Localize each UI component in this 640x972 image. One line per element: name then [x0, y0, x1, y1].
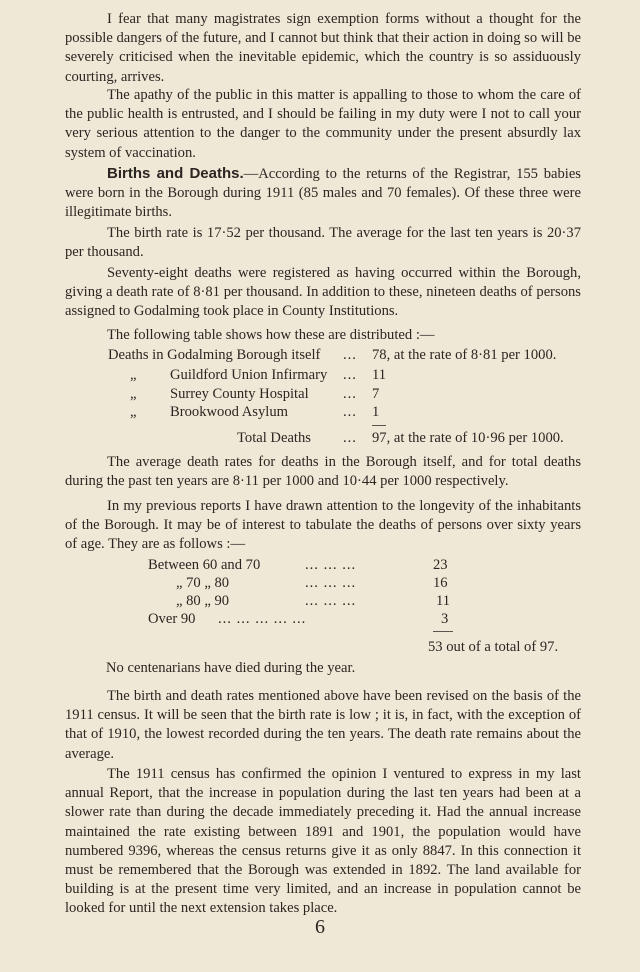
- paragraph-census-revision: The birth and death rates mentioned above have been revised on the basis of the 1911 census. It will be seen that the birth rate is low ; it is, in fact, with the exception of that of 1910, the lowest recorded during the ten years. The death rate remains about the average.: [65, 688, 581, 762]
- paragraph-deaths: Seventy-eight deaths were registered as having occurred within the Borough, giving a death rate of 8·81 per thousand. In addition to these, nineteen deaths of persons assigned to Godalming took place in County Institutions.: [65, 265, 581, 320]
- age-row-dots: ... ... ...: [305, 593, 357, 609]
- deaths-row-value: 11: [372, 367, 387, 383]
- deaths-row-dots: ...: [343, 367, 357, 383]
- deaths-row-dots: ...: [343, 347, 357, 363]
- deaths-row-value: 78, at the rate of 8·81 per 1000.: [372, 347, 557, 363]
- total-deaths-value: 97, at the rate of 10·96 per 1000.: [372, 430, 564, 446]
- age-row-label: Between 60 and 70: [148, 557, 261, 573]
- deaths-row-label: Surrey County Hospital: [170, 386, 309, 402]
- paragraph-table-intro: The following table shows how these are distributed :—: [107, 327, 435, 343]
- ditto-mark: „: [130, 386, 137, 402]
- sum-rule: [433, 631, 453, 632]
- paragraph-longevity: In my previous reports I have drawn attention to the longevity of the inhabitants of the Borough. It may be of interest to tabulate the deaths of persons over sixty years of age. They are as follows :—: [65, 498, 581, 553]
- deaths-row-label: Guildford Union Infirmary: [170, 367, 328, 383]
- paragraph-births: [65, 164, 581, 223]
- births-deaths-heading: Births and Deaths.: [107, 165, 244, 182]
- page-number: 6: [315, 916, 325, 938]
- deaths-row-label: Deaths in Godalming Borough itself: [108, 347, 321, 363]
- age-row-value: 16: [433, 575, 448, 591]
- births-text: —According to the returns of the Registrar, 155 babies were born in the Borough during 1911 (85 males and 70 females). Of these three were illegitimate births.: [65, 166, 581, 221]
- deaths-row-dots: ...: [343, 386, 357, 402]
- age-row-dots: ... ... ... ... ...: [218, 611, 307, 627]
- deaths-row-value: 7: [372, 386, 380, 402]
- ditto-mark: „: [130, 404, 137, 420]
- age-row-dots: ... ... ...: [305, 557, 357, 573]
- age-row-label: „ 80 „ 90: [176, 593, 230, 609]
- paragraph-exemption-forms: I fear that many magistrates sign exemption forms without a thought for the possible dangers of the future, and I cannot but think that their action in doing so will be severely criticised when the inevitable epidemic, which the country is so assiduously courting, arrives.: [65, 11, 581, 85]
- paragraph-birth-rate: The birth rate is 17·52 per thousand. The average for the last ten years is 20·37 per thousand.: [65, 225, 581, 261]
- age-total: 53 out of a total of 97.: [428, 639, 559, 655]
- age-row-value: 23: [433, 557, 448, 573]
- deaths-row-value: 1: [372, 404, 380, 420]
- sum-rule: [372, 425, 386, 426]
- age-row-label: „ 70 „ 80: [176, 575, 230, 591]
- deaths-row-label: Brookwood Asylum: [170, 404, 288, 420]
- age-row-label: Over 90: [148, 611, 196, 627]
- total-deaths-dots: ...: [343, 430, 357, 446]
- paragraph-census-population: The 1911 census has confirmed the opinion I ventured to express in my last annual Report, that the increase in population during the last ten years had been at a slower rate than during the decade immediately preceding it. Had the annual increase maintained the rate existing between 1891 and 1901, the population would have numbered 9396, whereas the census returns give it as only 8847. In this connection it must be remembered that the Borough was extended in 1892. The land available for building is at the present time very limited, and an increase in population cannot be looked for until the next extension takes place.: [65, 766, 581, 917]
- deaths-row-dots: ...: [343, 404, 357, 420]
- paragraph-average-rates: The average death rates for deaths in the Borough itself, and for total deaths during the past ten years are 8·11 per 1000 and 10·44 per 1000 respectively.: [65, 454, 581, 490]
- paragraph-centenarians: No centenarians have died during the year.: [106, 660, 356, 676]
- age-row-dots: ... ... ...: [305, 575, 357, 591]
- age-row-value: 3: [441, 611, 449, 627]
- paragraph-public-apathy: The apathy of the public in this matter is appalling to those to whom the care of the public health is entrusted, and I should be failing in my duty were I not to call your very serious attention to the danger to the community under the present absurdly lax system of vaccination.: [65, 87, 581, 161]
- age-row-value: 11: [436, 593, 451, 609]
- total-deaths-label: Total Deaths: [237, 430, 311, 446]
- ditto-mark: „: [130, 367, 137, 383]
